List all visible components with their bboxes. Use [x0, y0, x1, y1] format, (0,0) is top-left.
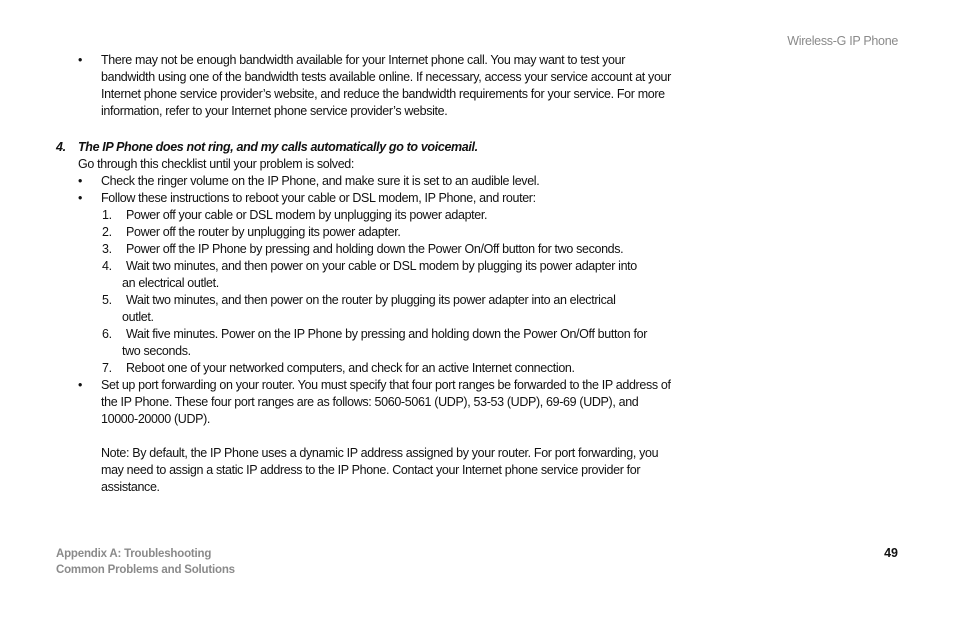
step-number: 1. [102, 208, 112, 222]
bullet-text: Follow these instructions to reboot your cable or DSL modem, IP Phone, and router: [101, 191, 536, 205]
step-text-continued: two seconds. [122, 344, 191, 358]
step-number: 2. [102, 225, 112, 239]
bullet-glyph: • [78, 53, 83, 67]
step-text-continued: an electrical outlet. [122, 276, 219, 290]
bullet-text: Set up port forwarding on your router. You must specify that four port ranges be forwarded to the IP address of the IP Phone. These four port ranges are as follows: 5060-5061 (UDP), 53-53 (UDP), 69-69 (UDP), and 10000-20000 (UDP). [101, 378, 671, 426]
step-item [56, 224, 676, 241]
step-number: 3. [102, 242, 112, 256]
section-intro: Go through this checklist until your problem is solved: [78, 157, 355, 171]
step-number: 7. [102, 361, 112, 375]
step-item [56, 360, 676, 377]
step-item [56, 292, 676, 326]
bullet-item [56, 173, 676, 190]
step-number: 6. [102, 327, 112, 341]
step-text-continued: outlet. [122, 310, 154, 324]
document-header: Wireless-G IP Phone [787, 34, 898, 48]
bullet-item [56, 377, 676, 428]
bullet-glyph: • [78, 191, 83, 205]
footer-section: Common Problems and Solutions [56, 564, 235, 576]
step-text: Power off the IP Phone by pressing and holding down the Power On/Off button for two seconds. [126, 242, 624, 256]
step-text: Wait two minutes, and then power on your cable or DSL modem by plugging its power adapter into [126, 259, 637, 273]
note-paragraph: Note: By default, the IP Phone uses a dynamic IP address assigned by your router. For port forwarding, you may need to assign a static IP address to the IP Phone. Contact your Internet phone service provider for assistance. [101, 446, 659, 494]
bullet-text: There may not be enough bandwidth available for your Internet phone call. You may want to test your bandwidth using one of the bandwidth tests available online. If necessary, access your service account at your Internet phone service provider’s website, and reduce the bandwidth requirements for your service. For more information, refer to your Internet phone service provider’s website. [101, 53, 671, 118]
step-number: 5. [102, 293, 112, 307]
step-text: Power off the router by unplugging its power adapter. [126, 225, 401, 239]
step-text: Power off your cable or DSL modem by unplugging its power adapter. [126, 208, 488, 222]
section-title-text: The IP Phone does not ring, and my calls automatically go to voicemail. [78, 140, 478, 154]
page-content [56, 52, 676, 496]
step-item [56, 241, 676, 258]
bullet-glyph: • [78, 378, 83, 392]
step-item [56, 326, 676, 360]
bullet-glyph: • [78, 174, 83, 188]
step-text: Wait five minutes. Power on the IP Phone by pressing and holding down the Power On/Off button for [126, 327, 648, 341]
step-item [56, 258, 676, 292]
section-heading [56, 139, 676, 156]
step-text: Reboot one of your networked computers, and check for an active Internet connection. [126, 361, 575, 375]
page-number: 49 [884, 546, 898, 560]
reboot-steps-list [56, 207, 676, 377]
section-number: 4. [56, 140, 66, 154]
footer-chapter: Appendix A: Troubleshooting [56, 548, 212, 560]
step-text: Wait two minutes, and then power on the router by plugging its power adapter into an electrical [126, 293, 616, 307]
bullet-item [56, 190, 676, 207]
bullet-text: Check the ringer volume on the IP Phone, and make sure it is set to an audible level. [101, 174, 540, 188]
step-number: 4. [102, 259, 112, 273]
step-item [56, 207, 676, 224]
footer-breadcrumb [56, 546, 235, 578]
bullet-item [56, 52, 676, 120]
